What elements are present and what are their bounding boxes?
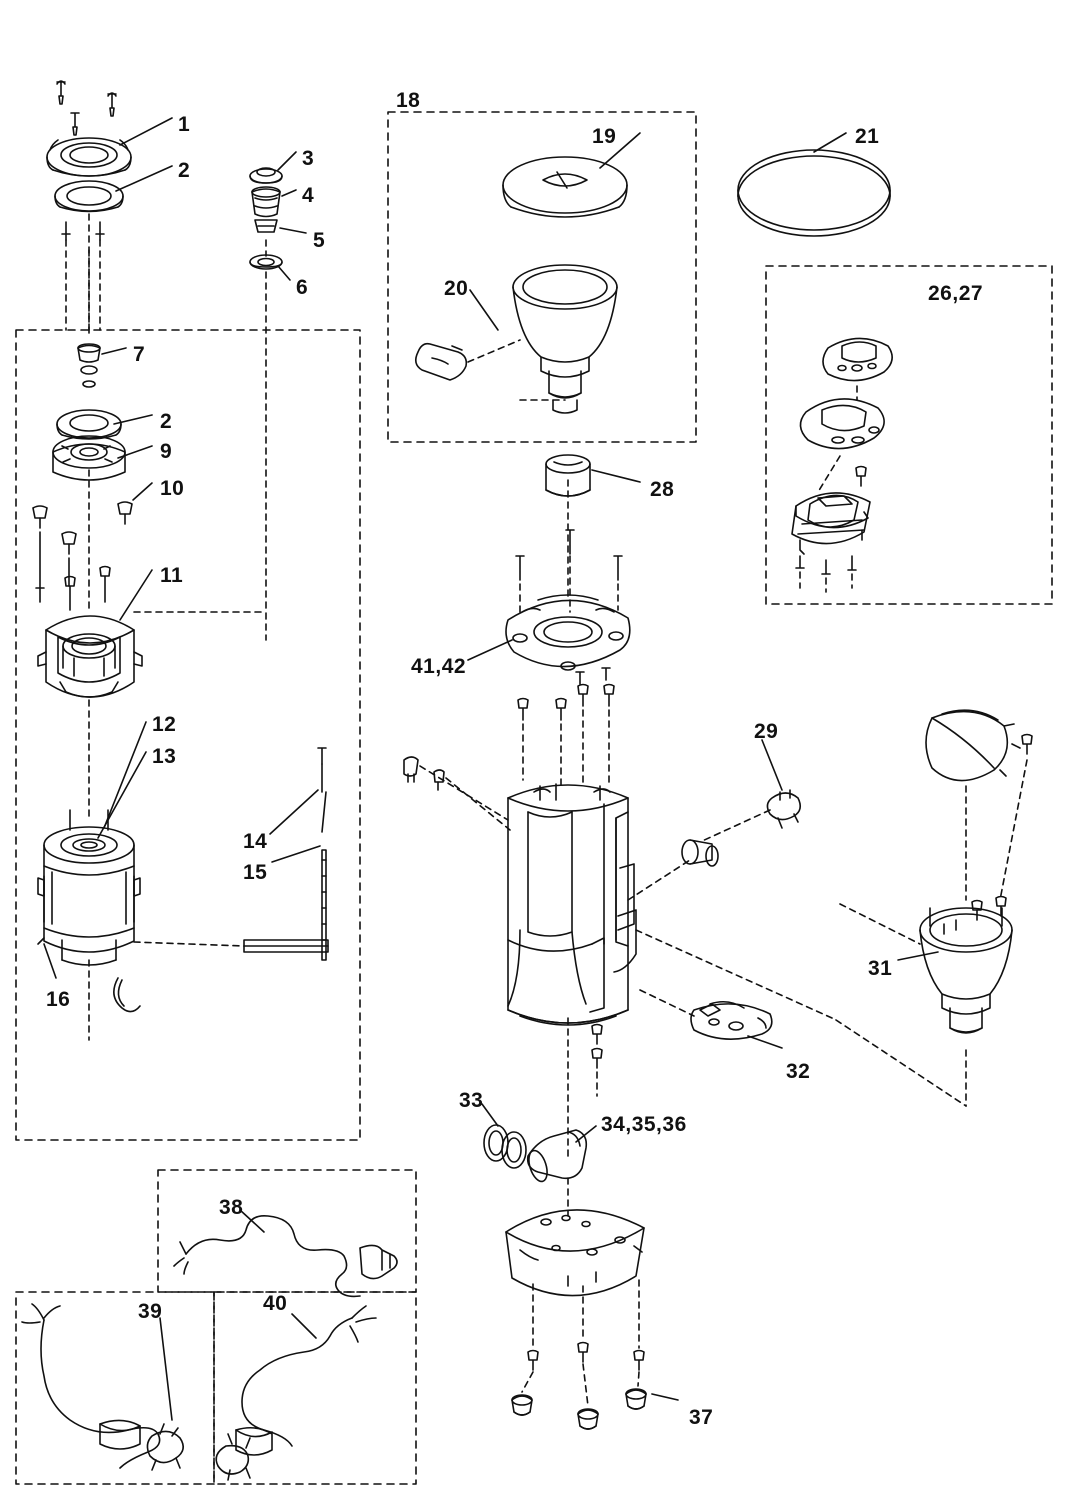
screw-top-left-3 (71, 113, 79, 135)
leader-32 (748, 1036, 782, 1048)
leader-12 (104, 722, 146, 828)
part-2b-ring (57, 410, 152, 439)
part-12-13-motor (38, 722, 146, 978)
part-10-screws (33, 483, 152, 610)
callout-1: 1 (178, 113, 191, 136)
part-26-27-controls (792, 338, 892, 592)
callout-7: 7 (133, 343, 146, 366)
plate-screws-lower (518, 668, 614, 720)
control-panel-2627 (766, 266, 1052, 604)
callout-10: 10 (160, 477, 185, 500)
callout-3: 3 (302, 147, 315, 170)
part-14-15-rod (134, 748, 328, 960)
leader-33 (482, 1104, 498, 1126)
leader-13 (98, 752, 146, 838)
plate-axis (520, 480, 618, 612)
leader-28 (592, 470, 640, 482)
callout-40: 40 (263, 1292, 288, 1315)
part-29-knob (700, 740, 800, 842)
part-40-cord (216, 1306, 376, 1480)
axis-lines-left (66, 214, 100, 1040)
callout-41-42: 41,42 (411, 655, 467, 678)
control-pcb (792, 493, 870, 554)
leader-14 (270, 790, 318, 834)
callout-2-mid: 2 (160, 410, 173, 433)
leader-4 (282, 190, 296, 196)
part-5-nut (255, 220, 277, 232)
leader-21 (814, 133, 846, 152)
leader-31 (898, 952, 938, 960)
callout-16: 16 (46, 988, 71, 1011)
part-28-collar (546, 455, 640, 496)
part-3-6-stack (250, 152, 309, 640)
callout-9: 9 (160, 440, 173, 463)
control-faceplate-lower (800, 399, 884, 449)
leader-20 (470, 290, 498, 330)
foot-3 (626, 1389, 646, 1409)
bushing-mid (628, 840, 718, 900)
callout-39: 39 (138, 1300, 163, 1323)
motor-clip (114, 978, 140, 1012)
leader-1 (120, 118, 172, 145)
part-hopper-cone (513, 265, 617, 413)
callout-12: 12 (152, 713, 177, 736)
callout-6: 6 (296, 276, 309, 299)
callout-14: 14 (243, 830, 268, 853)
part-1-flange (47, 138, 131, 176)
leader-40 (292, 1314, 316, 1338)
leader-39 (160, 1318, 172, 1420)
callout-21: 21 (855, 125, 880, 148)
leader-15 (272, 846, 320, 862)
callout-5: 5 (313, 229, 326, 252)
callout-29: 29 (754, 720, 779, 743)
callout-38: 38 (219, 1196, 244, 1219)
callout-37: 37 (689, 1406, 714, 1429)
plate-screws-upper (516, 530, 622, 580)
leader-16 (44, 944, 56, 978)
part-9-plate (53, 436, 152, 480)
part-2-ring (55, 181, 123, 212)
base-axis (522, 1178, 639, 1406)
part-32-bracket (640, 990, 782, 1048)
part-1-2-assembly (47, 81, 172, 240)
callout-2-top: 2 (178, 159, 191, 182)
leader-7 (102, 348, 126, 354)
callout-18: 18 (396, 89, 421, 112)
leader-38 (240, 1210, 264, 1232)
leader-5 (280, 228, 306, 233)
part-4-body (252, 187, 280, 217)
cord-panel-39 (16, 1292, 214, 1484)
part-33-rings (482, 1104, 526, 1168)
screw-top-left-2 (108, 93, 116, 116)
part-37-feet (512, 1343, 678, 1430)
left-assembly-panel (16, 330, 360, 1140)
part-hood-upper (926, 710, 1032, 780)
part-39-cord (22, 1304, 183, 1470)
part-34-35-36-capacitor (525, 1126, 596, 1184)
cord-panel-38 (158, 1170, 416, 1292)
callout-19: 19 (592, 125, 617, 148)
callout-13: 13 (152, 745, 177, 768)
callout-32: 32 (786, 1060, 811, 1083)
part-3-cap (250, 168, 282, 183)
group-boxes (16, 112, 1052, 1484)
callout-33: 33 (459, 1089, 484, 1112)
base-plate (506, 1210, 644, 1296)
part-11-housing (38, 570, 152, 697)
part-41-42-plate (468, 595, 630, 670)
leader-29 (762, 740, 782, 790)
screw-top-left-1 (57, 81, 65, 104)
leader-37 (652, 1394, 678, 1400)
callout-31: 31 (868, 957, 893, 980)
part-19-lid (503, 133, 640, 217)
callout-20: 20 (444, 277, 469, 300)
control-faceplate-upper (823, 338, 892, 380)
part-31-funnel (898, 897, 1012, 1034)
foot-1 (512, 1395, 532, 1415)
part-38-cord (174, 1210, 397, 1296)
leader-10 (133, 483, 152, 500)
leader-6 (278, 266, 290, 280)
part-7-bushing (78, 344, 126, 387)
callout-34-35-36: 34,35,36 (601, 1113, 687, 1136)
part-6-washer (250, 255, 282, 269)
leader-41-42 (468, 640, 512, 660)
latch-left (404, 757, 510, 830)
callout-26-27: 26,27 (928, 282, 984, 305)
callout-15: 15 (243, 861, 268, 884)
foot-2 (578, 1409, 598, 1429)
pins-below-ring (62, 222, 104, 240)
hopper-panel-18 (388, 112, 696, 442)
callout-11: 11 (160, 564, 184, 587)
right-axis (636, 760, 1027, 1106)
leader-3 (278, 152, 296, 170)
main-body-shell (508, 784, 636, 1025)
callout-4: 4 (302, 184, 315, 207)
callout-28: 28 (650, 478, 675, 501)
